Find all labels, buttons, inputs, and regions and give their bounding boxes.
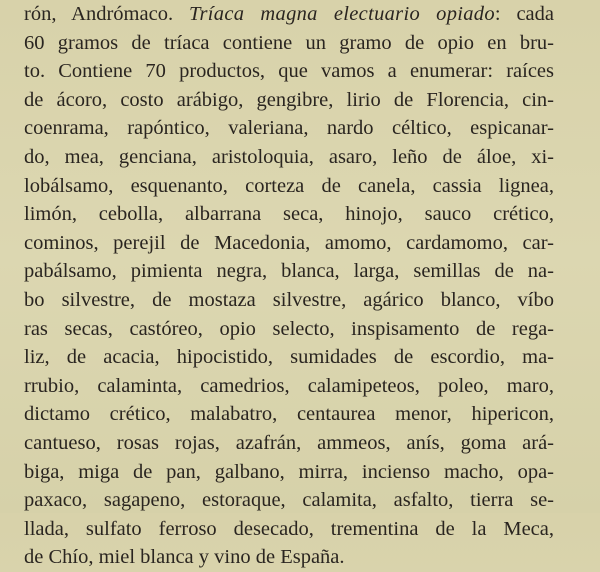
line-suffix: : cada: [494, 3, 554, 25]
text-line-15: dictamo crético, malabatro, centaurea menor, hipericon,: [24, 403, 554, 426]
text-line-9: cominos, perejil de Macedonia, amomo, cardamomo, car-: [24, 231, 554, 254]
text-line-3: to. Contiene 70 productos, que vamos a enumerar: raíces: [24, 60, 554, 83]
text-line-6: do, mea, genciana, aristoloquia, asaro, leño de áloe, xi-: [24, 145, 554, 168]
line-prefix: rón, Andrómaco.: [24, 3, 189, 25]
text-line-7: lobálsamo, esquenanto, corteza de canela, cassia lignea,: [24, 174, 554, 197]
text-line-4: de ácoro, costo arábigo, gengibre, lirio de Florencia, cin-: [24, 88, 554, 111]
text-line-10: pabálsamo, pimienta negra, blanca, larga, semillas de na-: [24, 260, 554, 283]
text-line-5: coenrama, rapóntico, valeriana, nardo céltico, espicanar-: [24, 117, 554, 140]
text-line-8: limón, cebolla, albarrana seca, hinojo, sauco crético,: [24, 203, 554, 226]
text-line-11: bo silvestre, de mostaza silvestre, agárico blanco, víbo: [24, 288, 554, 311]
text-line-20: de Chío, miel blanca y vino de España.: [24, 546, 345, 569]
text-line-16: cantueso, rosas rojas, azafrán, ammeos, anís, goma ará-: [24, 431, 554, 454]
text-line-2: 60 gramos de tríaca contiene un gramo de opio en bru-: [24, 31, 554, 54]
text-line-18: paxaco, sagapeno, estoraque, calamita, asfalto, tierra se-: [24, 489, 554, 512]
text-line-13: liz, de acacia, hipocistido, sumidades de escordio, ma-: [24, 346, 554, 369]
text-line-12: ras secas, castóreo, opio selecto, inspisamento de rega-: [24, 317, 554, 340]
text-line-14: rrubio, calaminta, camedrios, calamipeteos, poleo, maro,: [24, 374, 554, 397]
body-paragraph: [24, 0, 554, 572]
italic-title: Tríaca magna electuario opiado: [188, 3, 495, 25]
text-line-1: [24, 0, 554, 29]
text-line-19: llada, sulfato ferroso desecado, trementina de la Meca,: [24, 517, 554, 540]
text-line-17: biga, miga de pan, galbano, mirra, incienso macho, opa-: [24, 460, 554, 483]
